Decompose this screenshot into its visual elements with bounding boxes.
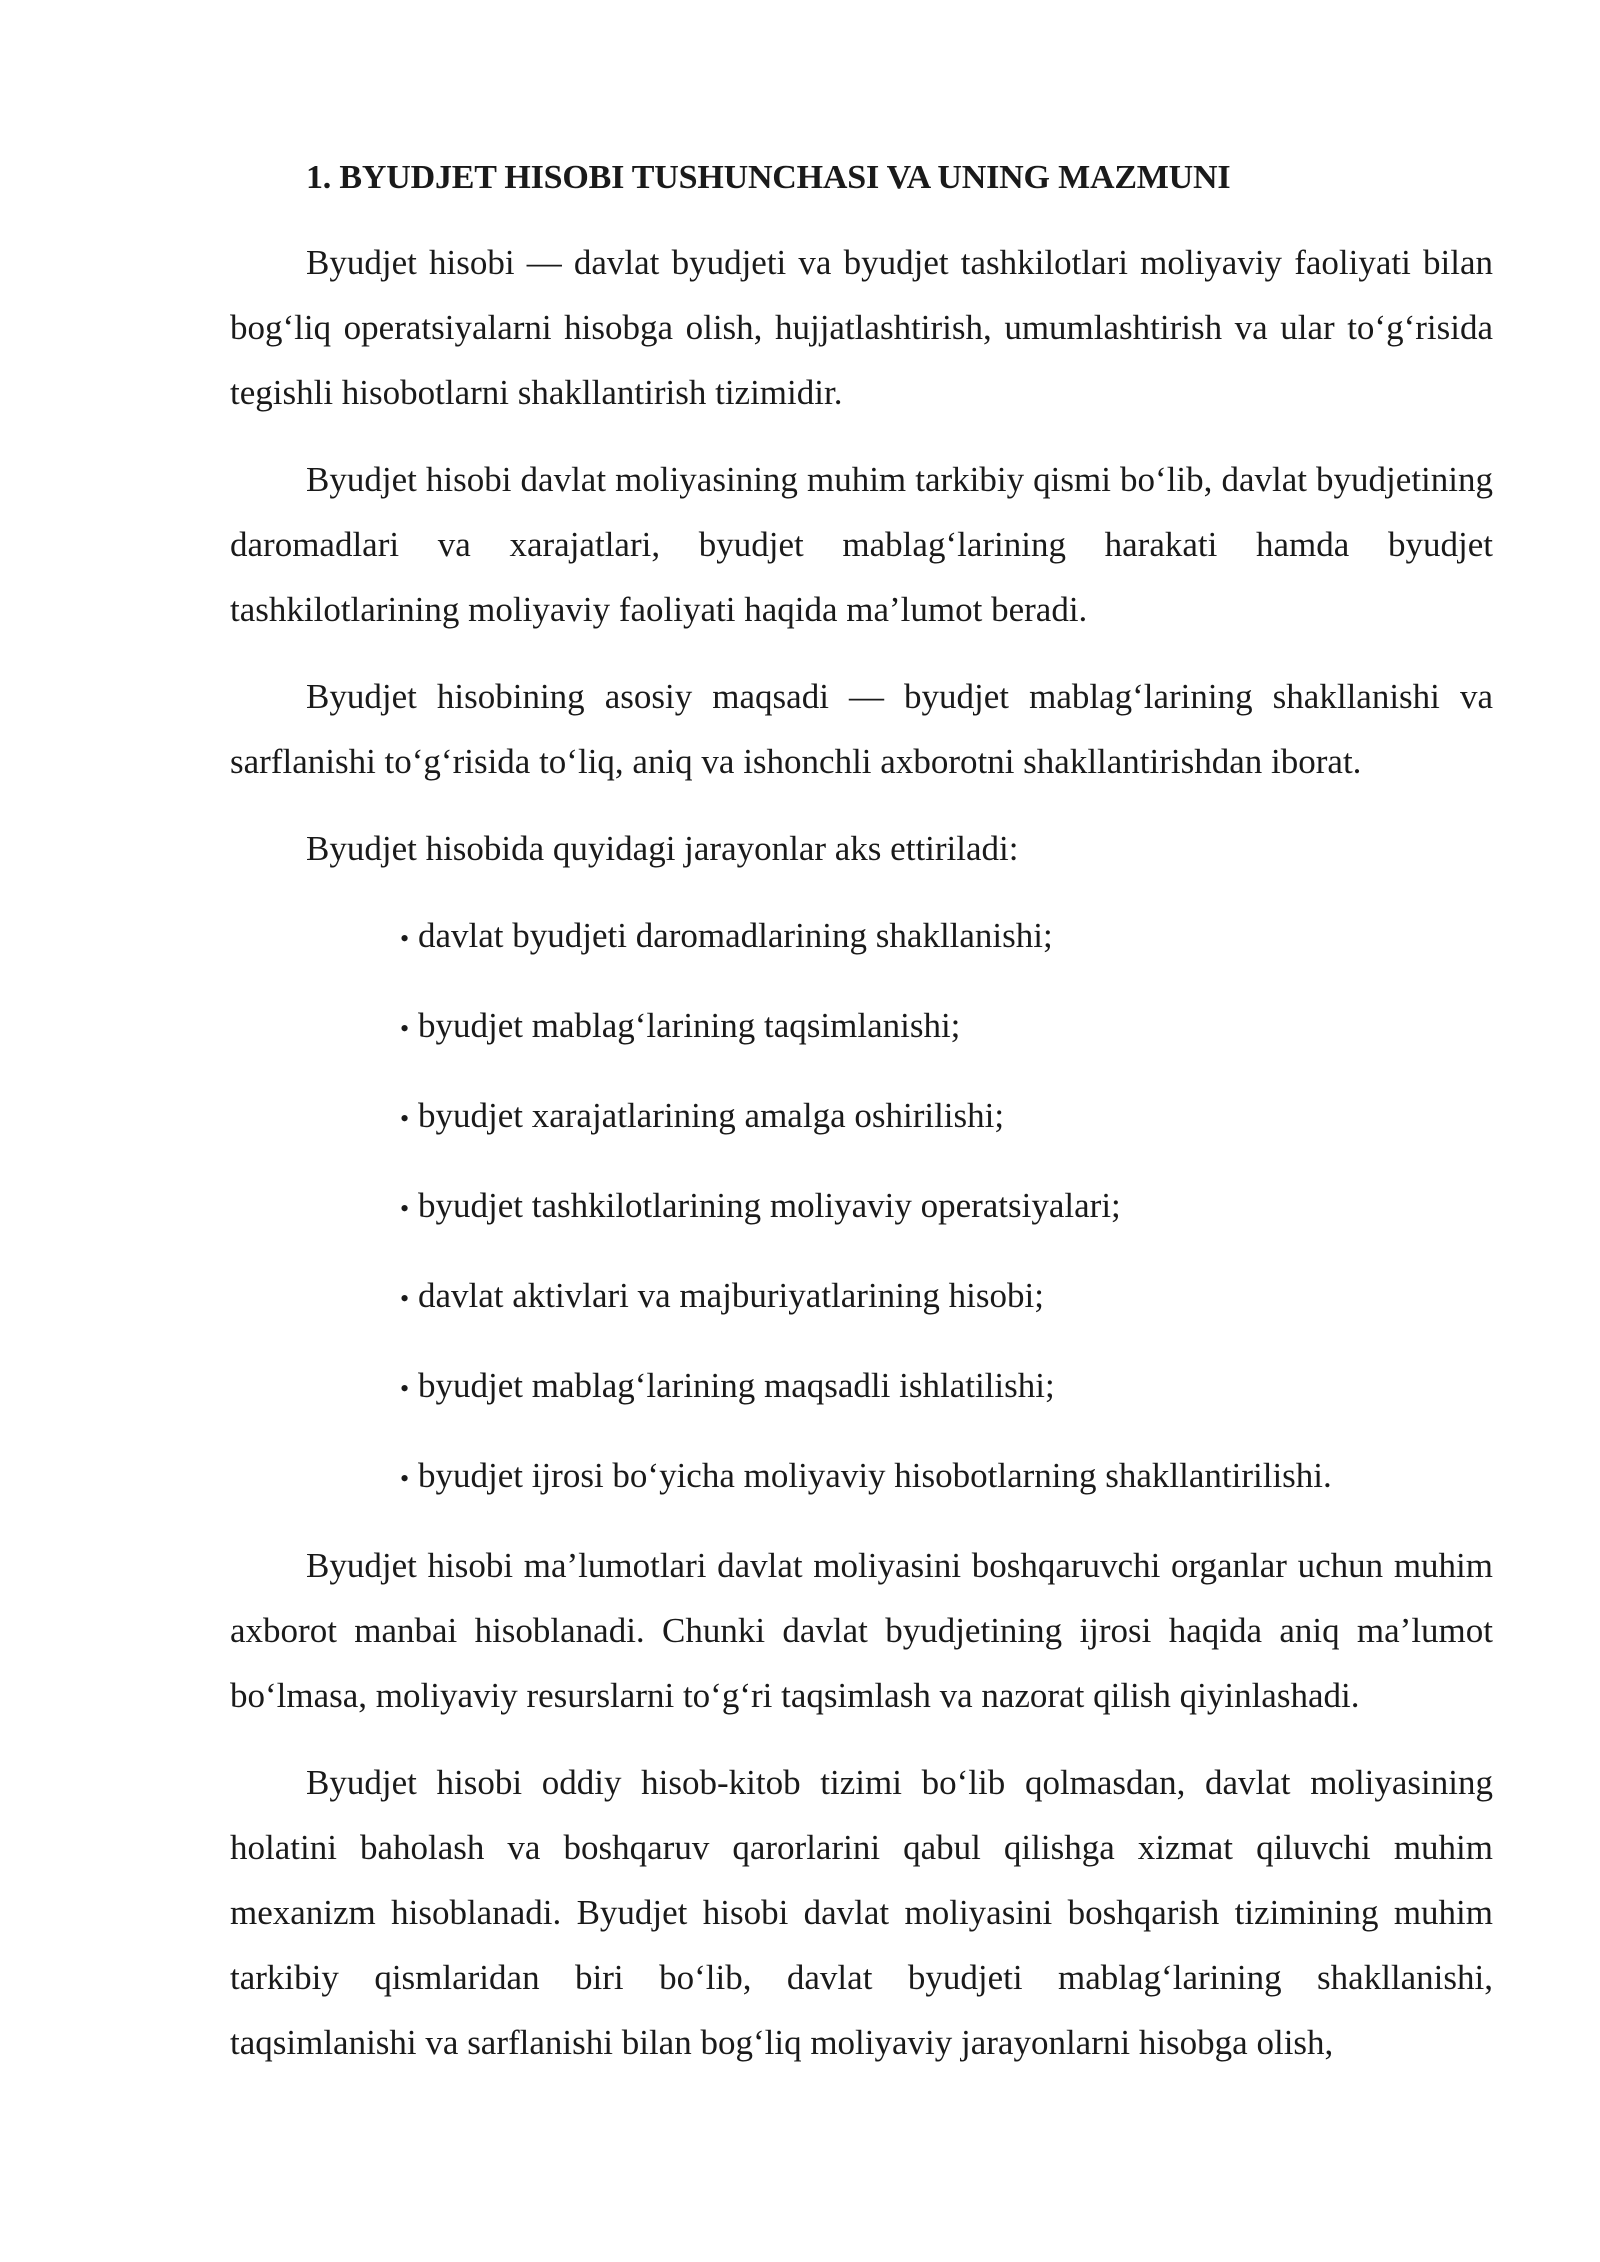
list-item-text: byudjet xarajatlarining amalga oshirilishi; (418, 1096, 1005, 1135)
list-item-text: byudjet mablag‘larining taqsimlanishi; (418, 1006, 961, 1045)
paragraph-purpose: Byudjet hisobining asosiy maqsadi — byudjet mablag‘larining shakllanishi va sarflanishi to‘g‘risida to‘liq, aniq va ishonchli axborotni shakllantirishdan iborat. (230, 677, 1493, 781)
bullet-icon: • (400, 1464, 410, 1493)
paragraph-mechanism: Byudjet hisobi oddiy hisob-kitob tizimi bo‘lib qolmasdan, davlat moliyasining holatini baholash va boshqaruv qarorlarini qabul qilishga xizmat qiluvchi muhim mexanizm hisoblanadi. Byudjet hisobi davlat moliyasini boshqarish tizimining muhim tarkibiy qismlaridan biri bo‘lib, davlat byudjeti mablag‘larining shakllanishi, taqsimlanishi va sarflanishi bilan bog‘liq moliyaviy jarayonlarni hisobga olish, (230, 1763, 1493, 2062)
paragraph-definition: Byudjet hisobi — davlat byudjeti va byudjet tashkilotlari moliyaviy faoliyati bilan bog‘liq operatsiyalarni hisobga olish, hujjatlashtirish, umumlashtirish va ular to‘g‘risida tegishli hisobotlarni shakllantirish tizimidir. (230, 243, 1493, 412)
paragraph-role: Byudjet hisobi davlat moliyasining muhim tarkibiy qismi bo‘lib, davlat byudjetining daromadlari va xarajatlari, byudjet mablag‘larining harakati hamda byudjet tashkilotlarining moliyaviy faoliyati haqida ma’lumot beradi. (230, 460, 1493, 629)
list-item-text: davlat aktivlari va majburiyatlarining hisobi; (418, 1276, 1044, 1315)
bullet-icon: • (400, 1014, 410, 1043)
list-item (400, 993, 1493, 1061)
list-item-text: byudjet tashkilotlarining moliyaviy operatsiyalari; (418, 1186, 1121, 1225)
list-item (400, 1353, 1493, 1421)
list-item (400, 1083, 1493, 1151)
paragraph-information-source: Byudjet hisobi ma’lumotlari davlat moliyasini boshqaruvchi organlar uchun muhim axborot manbai hisoblanadi. Chunki davlat byudjetining ijrosi haqida aniq ma’lumot bo‘lmasa, moliyaviy resurslarni to‘g‘ri taqsimlash va nazorat qilish qiyinlashadi. (230, 1546, 1493, 1715)
bullet-icon: • (400, 1104, 410, 1133)
process-list (400, 903, 1493, 1511)
page-content (230, 148, 1493, 2075)
list-item-text: byudjet mablag‘larining maqsadli ishlatilishi; (418, 1366, 1055, 1405)
bullet-icon: • (400, 924, 410, 953)
list-item (400, 1173, 1493, 1241)
section-heading: 1. BYUDJET HISOBI TUSHUNCHASI VA UNING MAZMUNI (306, 159, 1231, 196)
list-item (400, 1443, 1493, 1511)
bullet-icon: • (400, 1194, 410, 1223)
list-item (400, 903, 1493, 971)
bullet-icon: • (400, 1284, 410, 1313)
list-item (400, 1263, 1493, 1331)
list-item-text: davlat byudjeti daromadlarining shakllanishi; (418, 916, 1053, 955)
list-item-text: byudjet ijrosi bo‘yicha moliyaviy hisobotlarning shakllantirilishi. (418, 1456, 1332, 1495)
bullet-icon: • (400, 1374, 410, 1403)
list-intro: Byudjet hisobida quyidagi jarayonlar aks ettiriladi: (306, 829, 1019, 868)
